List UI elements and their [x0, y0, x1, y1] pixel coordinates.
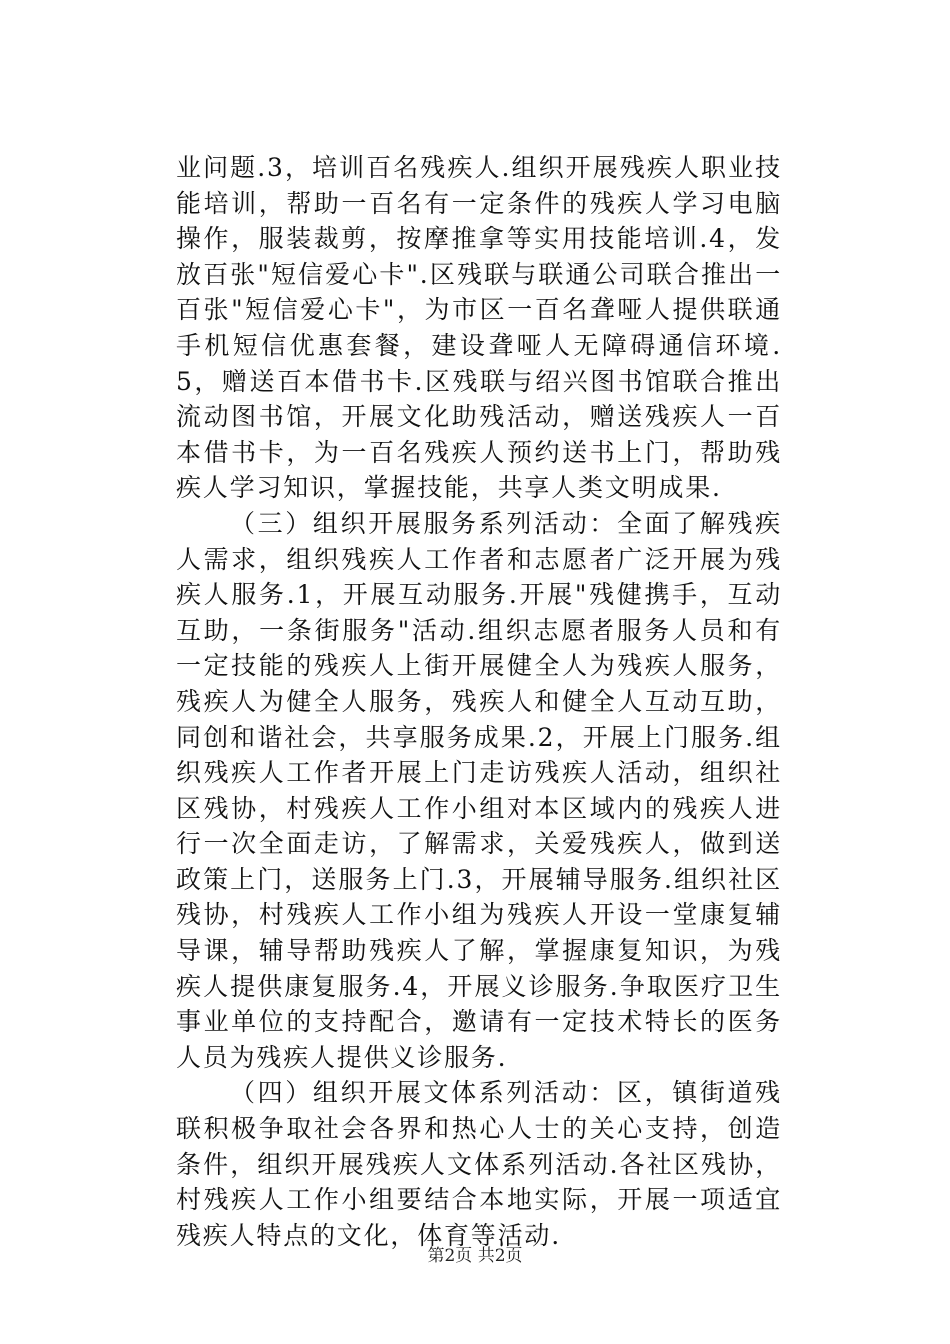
- document-body: [176, 150, 782, 1253]
- paragraph-culture-sports-activities: （四）组织开展文体系列活动：区，镇街道残联积极争取社会各界和热心人士的关心支持，创造条件，组织开展残疾人文体系列活动.各社区残协，村残疾人工作小组要结合本地实际，开展一项适宜残疾人特点的文化，体育等活动.: [176, 1078, 782, 1250]
- paragraph-continuation: 业问题.3，培训百名残疾人.组织开展残疾人职业技能培训，帮助一百名有一定条件的残疾人学习电脑操作，服装裁剪，按摩推拿等实用技能培训.4，发放百张"短信爱心卡".区残联与联通公司联合推出一百张"短信爱心卡"，为市区一百名聋哑人提供联通手机短信优惠套餐，建设聋哑人无障碍通信环境.5，赠送百本借书卡.区残联与绍兴图书馆联合推出流动图书馆，开展文化助残活动，赠送残疾人一百本借书卡，为一百名残疾人预约送书上门，帮助残疾人学习知识，掌握技能，共享人类文明成果.: [176, 153, 782, 503]
- paragraph-service-activities: （三）组织开展服务系列活动：全面了解残疾人需求，组织残疾人工作者和志愿者广泛开展为残疾人服务.1，开展互动服务.开展"残健携手，互动互助，一条街服务"活动.组织志愿者服务人员和有一定技能的残疾人上街开展健全人为残疾人服务，残疾人为健全人服务，残疾人和健全人互动互助，同创和谐社会，共享服务成果.2，开展上门服务.组织残疾人工作者开展上门走访残疾人活动，组织社区残协，村残疾人工作小组对本区域内的残疾人进行一次全面走访，了解需求，关爱残疾人，做到送政策上门，送服务上门.3，开展辅导服务.组织社区残协，村残疾人工作小组为残疾人开设一堂康复辅导课，辅导帮助残疾人了解，掌握康复知识，为残疾人提供康复服务.4，开展义诊服务.争取医疗卫生事业单位的支持配合，邀请有一定技术特长的医务人员为残疾人提供义诊服务.: [176, 508, 782, 1072]
- page-footer: 第2页 共2页: [427, 1246, 523, 1266]
